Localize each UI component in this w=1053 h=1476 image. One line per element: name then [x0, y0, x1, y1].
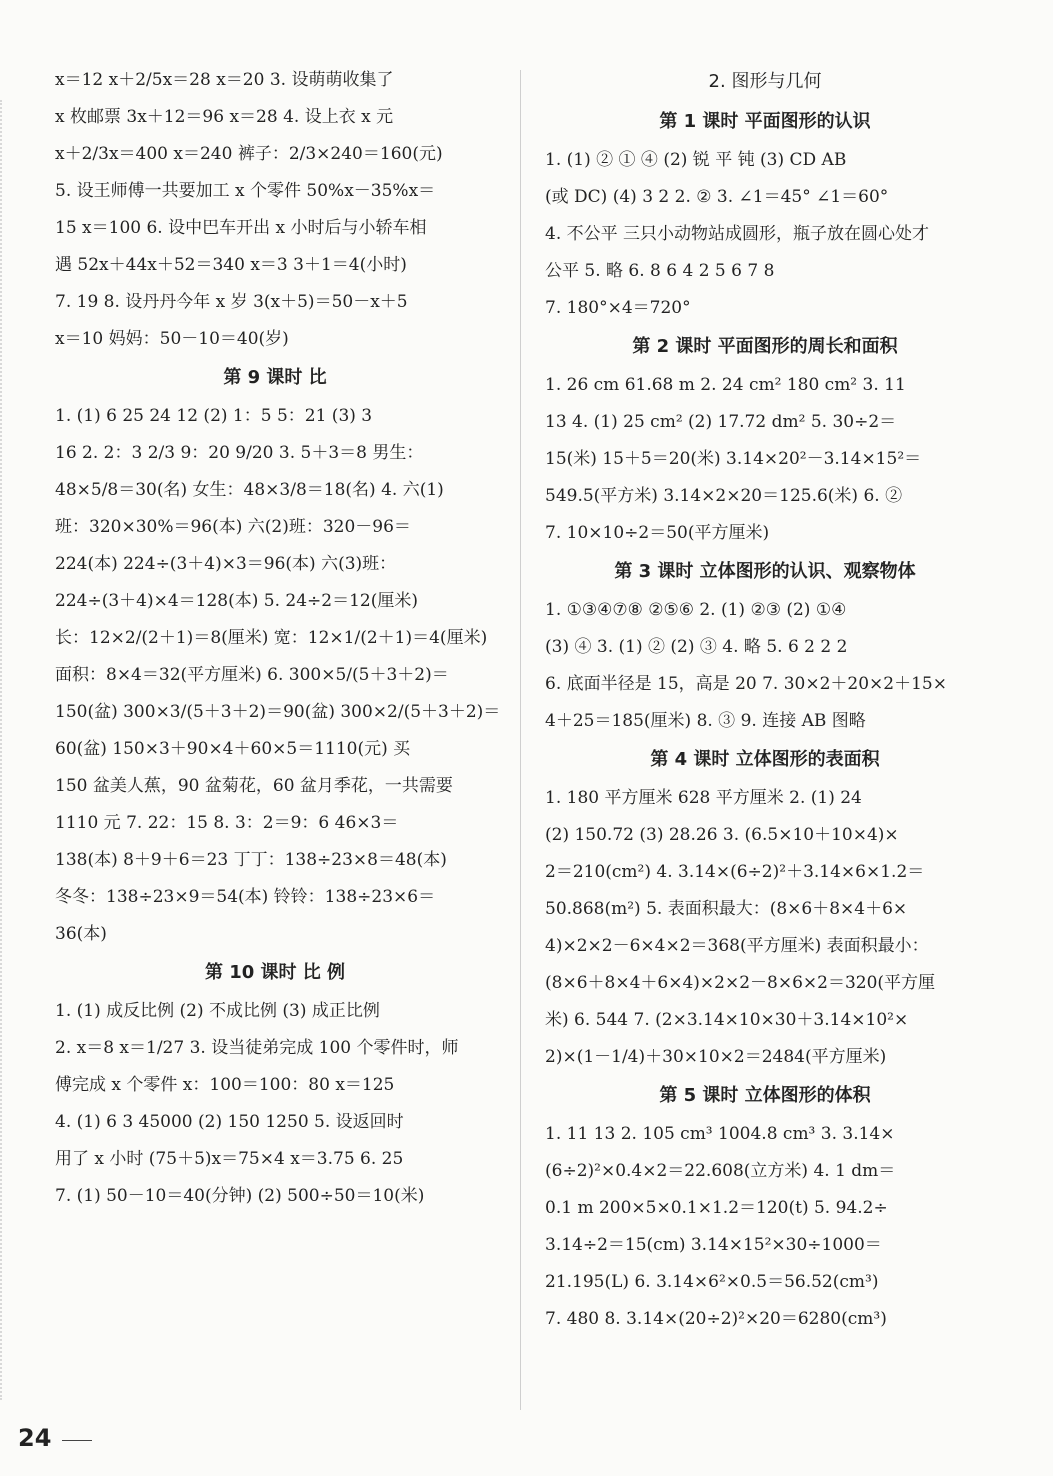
answer-line: 长：12×2/(2＋1)＝8(厘米) 宽：12×1/(2＋1)＝4(厘米)	[55, 628, 488, 648]
answer-line: 面积：8×4＝32(平方厘米) 6. 300×5/(5＋3＋2)＝	[55, 665, 449, 685]
answer-line: 班：320×30%＝96(本) 六(2)班：320－96＝	[55, 517, 411, 537]
answer-line: 36(本)	[55, 924, 107, 944]
answer-line: 16 2. 2：3 2/3 9：20 9/20 3. 5＋3＝8 男生：	[55, 443, 424, 463]
answer-line: 0.1 m 200×5×0.1×1.2＝120(t) 5. 94.2÷	[545, 1198, 888, 1218]
answer-line: 用了 x 小时 (75＋5)x＝75×4 x＝3.75 6. 25	[55, 1149, 404, 1169]
left-column	[55, 62, 501, 1215]
answer-line: 2. x＝8 x＝1/27 3. 设当徒弟完成 100 个零件时，师	[55, 1038, 459, 1058]
right-column	[545, 62, 985, 1338]
answer-line: 7. 480 8. 3.14×(20÷2)²×20＝6280(cm³)	[545, 1309, 887, 1329]
answer-line: (8×6＋8×4＋6×4)×2×2－8×6×2＝320(平方厘	[545, 973, 936, 993]
lesson-heading: 第 3 课时 立体图形的认识、观察物体	[614, 561, 916, 582]
lesson-heading: 第 10 课时 比 例	[204, 962, 346, 983]
answer-line: 48×5/8＝30(名) 女生：48×3/8＝18(名) 4. 六(1)	[55, 480, 444, 500]
answer-line: (6÷2)²×0.4×2＝22.608(立方米) 4. 1 dm＝	[545, 1161, 896, 1181]
answer-line: 2＝210(cm²) 4. 3.14×(6÷2)²＋3.14×6×1.2＝	[545, 862, 925, 882]
answer-line: 公平 5. 略 6. 8 6 4 2 5 6 7 8	[545, 261, 775, 281]
answer-line: 3.14÷2＝15(cm) 3.14×15²×30÷1000＝	[545, 1235, 882, 1255]
answer-line: 224(本) 224÷(3＋4)×3＝96(本) 六(3)班：	[55, 554, 397, 574]
lesson-heading: 第 2 课时 平面图形的周长和面积	[632, 336, 898, 357]
answer-line: 1. ①③④⑦⑧ ②⑤⑥ 2. (1) ②③ (2) ①④	[545, 600, 847, 620]
lesson-heading: 第 4 课时 立体图形的表面积	[650, 749, 880, 770]
answer-line: 15 x＝100 6. 设中巴车开出 x 小时后与小轿车相	[55, 218, 427, 238]
answer-line: 13 4. (1) 25 cm² (2) 17.72 dm² 5. 30÷2＝	[545, 412, 897, 432]
answer-line: 2)×(1－1/4)＋30×10×2＝2484(平方厘米)	[545, 1047, 887, 1067]
answer-line: 4. (1) 6 3 45000 (2) 150 1250 5. 设返回时	[55, 1112, 404, 1132]
answer-line: x 枚邮票 3x＋12＝96 x＝28 4. 设上衣 x 元	[55, 107, 394, 127]
answer-line: 1. (1) 6 25 24 12 (2) 1：5 5：21 (3) 3	[55, 406, 373, 426]
page-number: 24	[18, 1424, 52, 1452]
answer-line: 7. 19 8. 设丹丹今年 x 岁 3(x＋5)＝50－x＋5	[55, 292, 408, 312]
answer-line: 4)×2×2－6×4×2＝368(平方厘米) 表面积最小：	[545, 936, 929, 956]
answer-line: 4. 不公平 三只小动物站成圆形，瓶子放在圆心处才	[545, 224, 930, 244]
lesson-heading: 第 9 课时 比	[223, 367, 327, 388]
answer-line: 50.868(m²) 5. 表面积最大：(8×6＋8×4＋6×	[545, 899, 908, 919]
answer-line: 米) 6. 544 7. (2×3.14×10×30＋3.14×10²×	[545, 1010, 909, 1030]
answer-line: (2) 150.72 (3) 28.26 3. (6.5×10＋10×4)×	[545, 825, 899, 845]
answer-line: 遇 52x＋44x＋52＝340 x＝3 3＋1＝4(小时)	[55, 255, 407, 275]
answer-line: 4＋25＝185(厘米) 8. ③ 9. 连接 AB 图略	[545, 711, 866, 731]
section-heading: 2. 图形与几何	[708, 71, 822, 92]
answer-line: 138(本) 8＋9＋6＝23 丁丁：138÷23×8＝48(本)	[55, 850, 447, 870]
answer-line: 150 盆美人蕉，90 盆菊花，60 盆月季花，一共需要	[55, 776, 453, 796]
answer-line: (3) ④ 3. (1) ② (2) ③ 4. 略 5. 6 2 2 2	[545, 637, 848, 657]
answer-line: 1. (1) ② ① ④ (2) 锐 平 钝 (3) CD AB	[545, 150, 847, 170]
answer-line: 15(米) 15＋5＝20(米) 3.14×20²－3.14×15²＝	[545, 449, 922, 469]
answer-line: 7. 10×10÷2＝50(平方厘米)	[545, 523, 770, 543]
answer-line: 傅完成 x 个零件 x：100＝100：80 x＝125	[55, 1075, 395, 1095]
answer-line: 1. (1) 成反比例 (2) 不成比例 (3) 成正比例	[55, 1001, 380, 1021]
answer-line: 冬冬：138÷23×9＝54(本) 铃铃：138÷23×6＝	[55, 887, 436, 907]
answer-line: 6. 底面半径是 15，高是 20 7. 30×2＋20×2＋15×	[545, 674, 947, 694]
answer-line: 224÷(3＋4)×4＝128(本) 5. 24÷2＝12(厘米)	[55, 591, 418, 611]
binding-edge	[0, 100, 16, 1400]
answer-line: 1. 180 平方厘米 628 平方厘米 2. (1) 24	[545, 788, 862, 808]
column-divider	[520, 70, 521, 1410]
answer-line: 60(盆) 150×3＋90×4＋60×5＝1110(元) 买	[55, 739, 411, 759]
answer-line: x＝10 妈妈：50－10＝40(岁)	[55, 329, 289, 349]
answer-line: x＝12 x＋2/5x＝28 x＝20 3. 设萌萌收集了	[55, 70, 394, 90]
answer-line: 1110 元 7. 22：15 8. 3：2＝9：6 46×3＝	[55, 813, 399, 833]
answer-line: 1. 26 cm 61.68 m 2. 24 cm² 180 cm² 3. 11	[545, 375, 906, 395]
answer-line: 21.195(L) 6. 3.14×6²×0.5＝56.52(cm³)	[545, 1272, 879, 1292]
answer-line: 7. (1) 50－10＝40(分钟) (2) 500÷50＝10(米)	[55, 1186, 425, 1206]
answer-line: (或 DC) (4) 3 2 2. ② 3. ∠1＝45° ∠1＝60°	[545, 187, 889, 207]
answer-line: 5. 设王师傅一共要加工 x 个零件 50%x－35%x＝	[55, 181, 436, 201]
answer-line: 1. 11 13 2. 105 cm³ 1004.8 cm³ 3. 3.14×	[545, 1124, 895, 1144]
answer-line: 549.5(平方米) 3.14×2×20＝125.6(米) 6. ②	[545, 486, 903, 506]
lesson-heading: 第 5 课时 立体图形的体积	[659, 1085, 871, 1106]
answer-line: 7. 180°×4＝720°	[545, 298, 691, 318]
page-number-rule	[62, 1440, 92, 1441]
lesson-heading: 第 1 课时 平面图形的认识	[659, 111, 871, 132]
answer-line: x＋2/3x＝400 x＝240 裤子：2/3×240＝160(元)	[55, 144, 443, 164]
answer-line: 150(盆) 300×3/(5＋3＋2)＝90(盆) 300×2/(5＋3＋2)＝	[55, 702, 501, 722]
